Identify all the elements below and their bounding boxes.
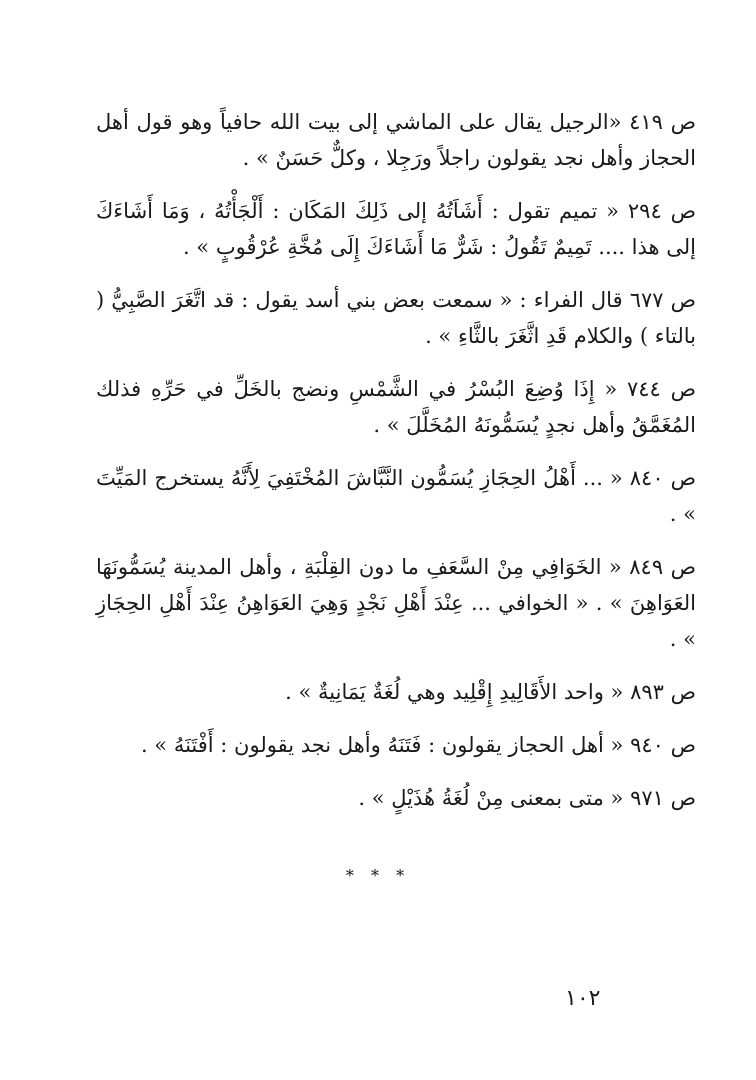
entry-893: ص ٨٩٣ « واحد الأَقَالِيدِ إِقْلِيد وهي لُغَةٌ يَمَانِيةٌ » .: [285, 680, 696, 704]
entry-744: ص ٧٤٤ « إِذَا وُضِعَ البُسْرُ في الشَّمْسِ ونضج بالخَلِّ في حَرِّهِ فذلك المُغَمَّقُ وأهل نجدٍ يُسَمُّونَهُ المُخَلَّلَ » .: [96, 377, 696, 437]
entry-971: ص ٩٧١ « متى بمعنى مِنْ لُغَةُ هُذَيْلٍ » .: [358, 786, 696, 810]
section-separator: * * *: [345, 866, 411, 885]
entry-840: ص ٨٤٠ « ... أَهْلُ الحِجَازِ يُسَمُّون النَّبَّاشَ المُخْتَفِيَ لِأَنَّهُ يستخرج المَيِّتَ » .: [96, 466, 696, 526]
entry-940: ص ٩٤٠ « أهل الحجاز يقولون : فَتَنَهُ وأهل نجد يقولون : أَفْتَنَهُ » .: [140, 733, 696, 757]
entry-419: ص ٤١٩ «الرجيل يقال على الماشي إلى بيت الله حافياً وهو قول أهل الحجاز وأهل نجد يقولون راجلاً ورَجِلا ، وكلٌّ حَسَنٌ » .: [96, 110, 696, 170]
entry-849: ص ٨٤٩ « الخَوَافِي مِنْ السَّعَفِ ما دون القِلْبَةِ ، وأهل المدينة يُسَمُّونَهَا العَوَاهِنَ » . « الخوافي ... عِنْدَ أَهْلِ نَجْدٍ وَهِيَ العَوَاهِنُ عِنْدَ أَهْلِ الحِجَازِ » .: [96, 555, 696, 651]
page-body: [96, 104, 696, 833]
entry-294: ص ٢٩٤ « تميم تقول : أَشَاَتُهُ إلى ذَلِكَ المَكَان : أَلْجَأْتُهُ ، وَمَا أَشَاءَكَ إلى هذا .... تَمِيمٌ تَقُولُ : شَرٌّ مَا أَشَاءَكَ إِلَى مُخَّةِ عُرْقُوبٍ » .: [96, 199, 696, 259]
page-number: ١٠٢: [565, 986, 601, 1011]
entry-677: ص ٦٧٧ قال الفراء : « سمعت بعض بني أسد يقول : قد اتَّغَرَ الصَّبِيُّ ( بالتاء ) والكلام قَدِ اثَّغَرَ بالثَّاءِ » .: [96, 288, 696, 348]
